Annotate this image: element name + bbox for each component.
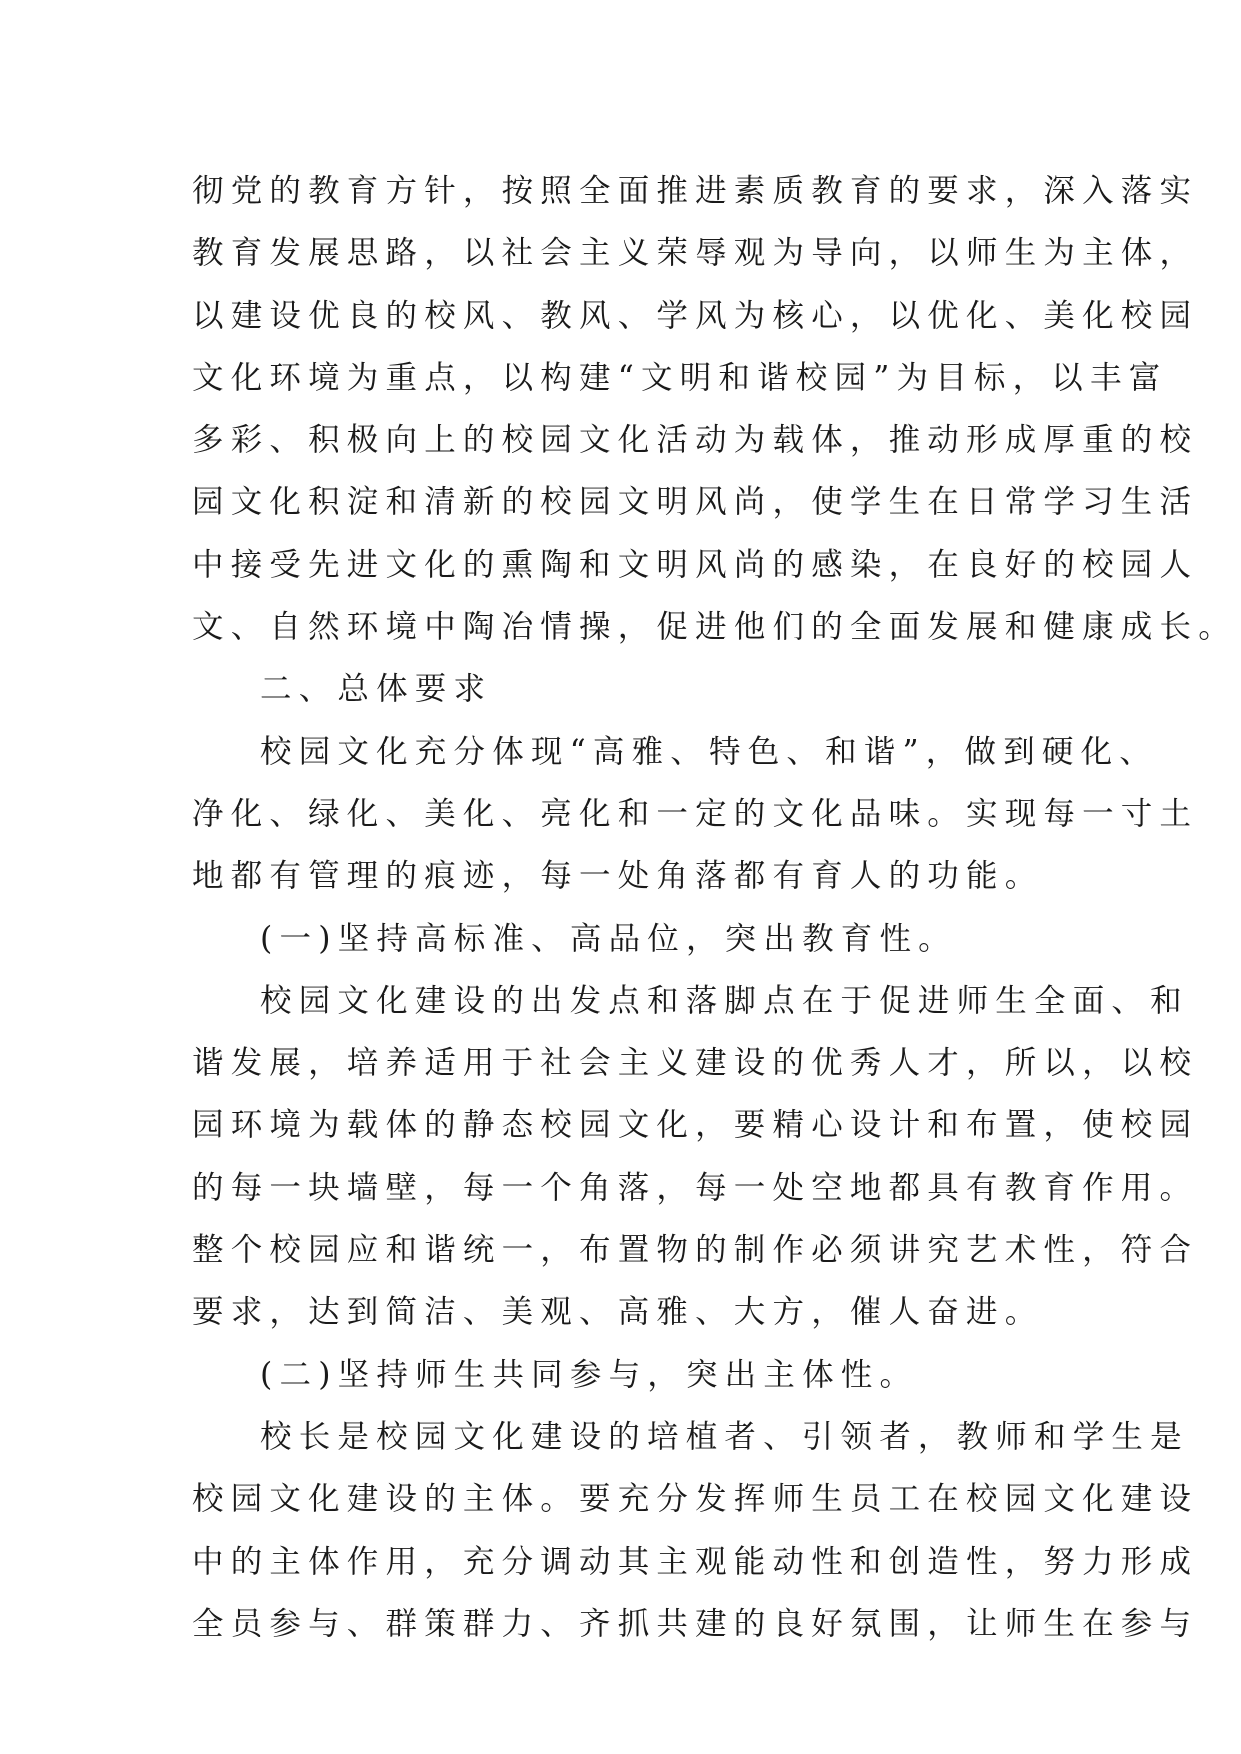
text-line: 全员参与、群策群力、齐抓共建的良好氛围，让师生在参与 xyxy=(192,1605,1199,1642)
text-line: 园环境为载体的静态校园文化，要精心设计和布置，使校园 xyxy=(192,1107,1199,1144)
text-line: 教育发展思路，以社会主义荣辱观为导向，以师生为主体， xyxy=(192,235,1199,272)
text-line: 校园文化充分体现“高雅、特色、和谐”，做到硬化、 xyxy=(260,733,1159,770)
text-line: 谐发展，培养适用于社会主义建设的优秀人才，所以，以校 xyxy=(192,1045,1199,1082)
text-line: 中的主体作用，充分调动其主观能动性和创造性，努力形成 xyxy=(192,1543,1199,1580)
text-line: 彻党的教育方针，按照全面推进素质教育的要求，深入落实 xyxy=(192,173,1199,209)
subsection-heading: (一)坚持高标准、高品位，突出教育性。 xyxy=(260,920,957,957)
text-line: 校园文化建设的出发点和落脚点在于促进师生全面、和 xyxy=(260,982,1189,1019)
subsection-heading: (二)坚持师生共同参与，突出主体性。 xyxy=(260,1356,919,1393)
text-line: 地都有管理的痕迹，每一处角落都有育人的功能。 xyxy=(192,858,1044,895)
text-line: 中接受先进文化的熏陶和文明风尚的感染，在良好的校园人 xyxy=(192,546,1199,583)
text-line: 以建设优良的校风、教风、学风为核心，以优化、美化校园 xyxy=(192,297,1199,334)
text-line: 校园文化建设的主体。要充分发挥师生员工在校园文化建设 xyxy=(192,1481,1199,1518)
body-text xyxy=(192,160,1237,1655)
text-line: 文化环境为重点，以构建“文明和谐校园”为目标，以丰富 xyxy=(192,359,1168,396)
text-line: 的每一块墙壁，每一个角落，每一处空地都具有教育作用。 xyxy=(192,1169,1199,1206)
text-line: 净化、绿化、美化、亮化和一定的文化品味。实现每一寸土 xyxy=(192,795,1199,832)
text-line: 校长是校园文化建设的培植者、引领者，教师和学生是 xyxy=(260,1418,1189,1455)
text-line: 文、自然环境中陶冶情操，促进他们的全面发展和健康成长。 xyxy=(192,609,1237,646)
text-line: 整个校园应和谐统一，布置物的制作必须讲究艺术性，符合 xyxy=(192,1232,1199,1269)
text-line: 要求，达到简洁、美观、高雅、大方，催人奋进。 xyxy=(192,1294,1044,1331)
text-line: 园文化积淀和清新的校园文明风尚，使学生在日常学习生活 xyxy=(192,484,1199,521)
text-line: 多彩、积极向上的校园文化活动为载体，推动形成厚重的校 xyxy=(192,422,1199,459)
section-heading: 二、总体要求 xyxy=(260,671,493,708)
